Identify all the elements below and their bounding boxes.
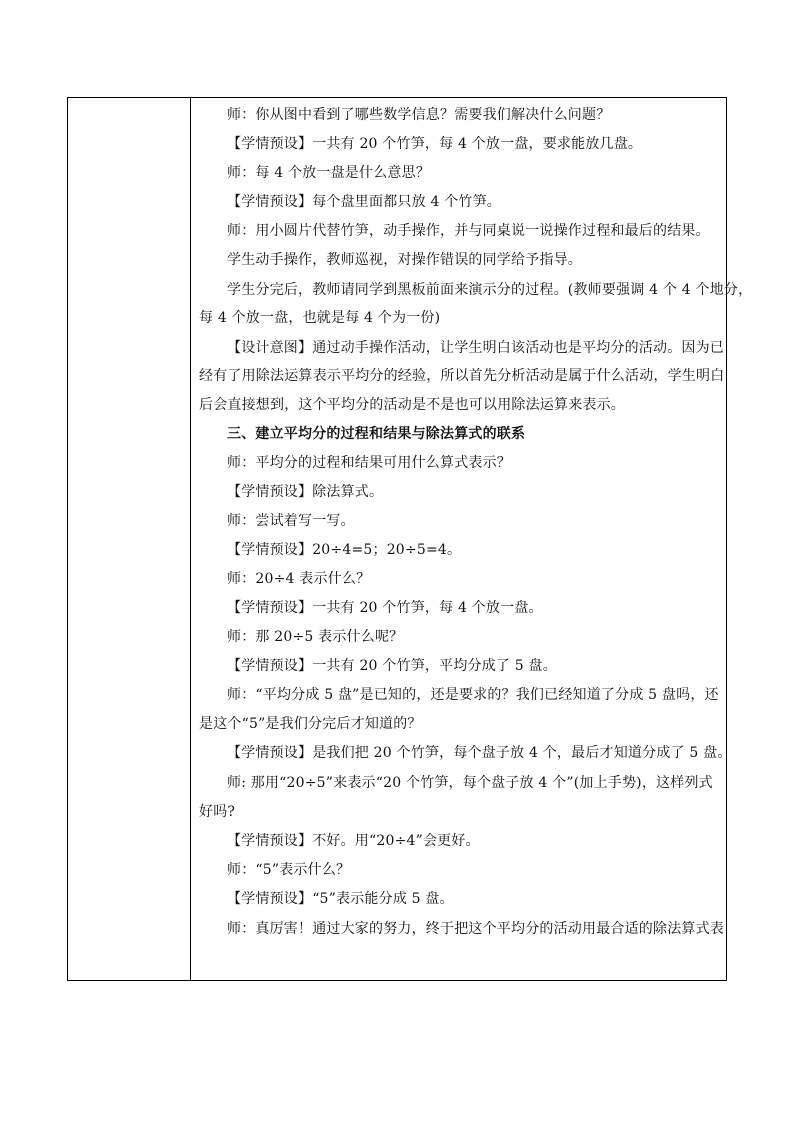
text-line: 【学情预设】一共有 20 个竹笋，每 4 个放一盘，要求能放几盘。	[227, 136, 643, 152]
text-line: 师：20÷4 表示什么？	[227, 571, 371, 587]
text-line: 【学情预设】20÷4=5；20÷5=4。	[227, 542, 462, 558]
text-line: 师：平均分的过程和结果可用什么算式表示？	[227, 455, 511, 471]
content-cell	[192, 98, 753, 980]
text-line: 【学情预设】除法算式。	[227, 484, 384, 500]
text-line: 每 4 个放一盘，也就是每 4 个为一份)	[199, 310, 441, 326]
text-line: 【学情预设】一共有 20 个竹笋，每 4 个放一盘。	[227, 600, 543, 616]
text-line: 【学情预设】“5”表示能分成 5 盘。	[227, 891, 454, 907]
text-line: 是这个“5”是我们分完后才知道的？	[199, 716, 422, 732]
text-line: 师：用小圆片代替竹笋，动手操作，并与同桌说一说操作过程和最后的结果。	[227, 223, 710, 239]
text-line: 师：尝试着写一写。	[227, 513, 355, 529]
text-line: 【学情预设】不好。用“20÷4”会更好。	[227, 833, 480, 849]
text-line: 师: 那用“20÷5”来表示“20 个竹笋，每个盘子放 4 个”(加上手势)，这样列式	[227, 775, 713, 791]
text-line: 【学情预设】每个盘里面都只放 4 个竹笋。	[227, 194, 502, 210]
text-line: 师：真厉害！通过大家的努力，终于把这个平均分的活动用最合适的除法算式表	[227, 921, 724, 937]
text-line: 师：每 4 个放一盘是什么意思？	[227, 165, 431, 181]
text-line: 学生分完后，教师请同学到黑板前面来演示分的过程。(教师要强调 4 个 4 个地分，	[227, 282, 753, 298]
text-line: 师：“平均分成 5 盘”是已知的，还是要求的？我们已经知道了分成 5 盘吗，还	[227, 687, 719, 703]
text-line: 学生动手操作，教师巡视，对操作错误的同学给予指导。	[227, 252, 582, 268]
text-line: 好吗?	[199, 804, 236, 820]
text-line: 【学情预设】一共有 20 个竹笋，平均分成了 5 盘。	[227, 658, 557, 674]
text-line: 【设计意图】通过动手操作活动，让学生明白该活动也是平均分的活动。因为已	[227, 340, 724, 356]
text-line: 【学情预设】是我们把 20 个竹笋，每个盘子放 4 个，最后才知道分成了 5 盘。	[227, 745, 732, 761]
text-line: 后会直接想到，这个平均分的活动是不是也可以用除法运算来表示。	[199, 397, 625, 413]
text-line: 师：那 20÷5 表示什么呢？	[227, 629, 404, 645]
section-heading: 三、建立平均分的过程和结果与除法算式的联系	[227, 426, 526, 442]
text-line: 师：“5”表示什么？	[227, 862, 351, 878]
text-line: 师：你从图中看到了哪些数学信息？需要我们解决什么问题？	[227, 107, 611, 123]
lesson-table	[67, 97, 753, 981]
left-column-cell	[68, 98, 191, 980]
text-line: 经有了用除法运算表示平均分的经验，所以首先分析活动是属于什么活动，学生明白	[199, 368, 725, 384]
